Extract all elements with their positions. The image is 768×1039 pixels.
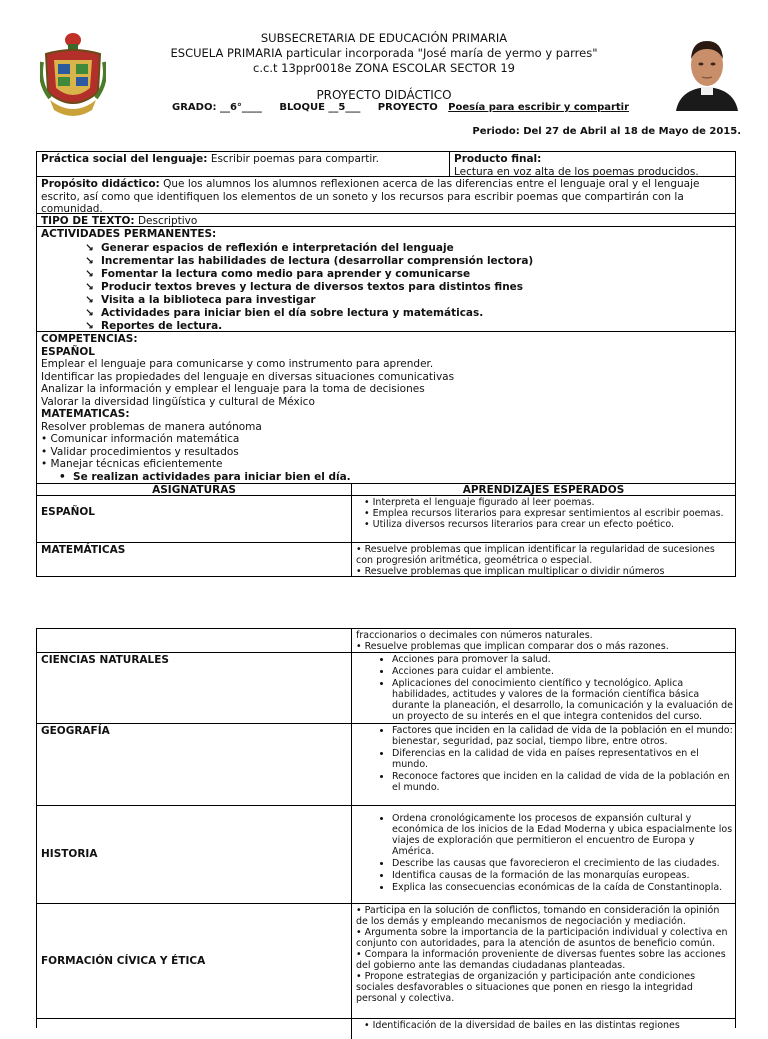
competencia-item: Resolver problemas de manera autónoma [41,420,262,433]
aprendizaje-item: • Identifica causas de la formación de las monarquías europeas. [392,870,735,881]
competencias-row [37,332,735,484]
proyecto-label: PROYECTO [377,102,438,113]
aprendizaje-item: fraccionarios o decimales con números naturales. [356,630,593,641]
geografia-row [37,724,735,806]
aprendizaje-item: • Acciones para promover la salud. [392,654,735,665]
aprendizaje-item: • Resuelve problemas que implican multiplicar o dividir números [356,566,665,577]
aprendizajes-header: APRENDIZAJES ESPERADOS [462,484,625,496]
actividad-item: Generar espacios de reflexión e interpretación del lenguaje [101,241,454,254]
competencias-final: Se realizan actividades para iniciar bien el día. [73,470,351,483]
page2-table [36,628,736,1031]
proposito-value: Que los alumnos los alumnos reflexionen acerca de las diferencias entre el lenguaje oral y el lenguaje escrito, así como que identifiquen los elementos de un soneto y los recursos para escribir poemas que compartirán con la comunidad. [41,178,700,215]
document-header [0,31,768,76]
periodo-text: Periodo: Del 27 de Abril al 18 de Mayo de 2015. [472,126,741,137]
competencia-item: Identificar las propiedades del lenguaje en diversas situaciones comunicativas [41,370,455,383]
historia-row [37,806,735,904]
geografia-label: GEOGRAFÍA [37,724,352,805]
bloque-label: BLOQUE [279,102,325,113]
actividad-item: Fomentar la lectura como medio para aprender y comunicarse [101,267,471,280]
grado-label: GRADO: [172,102,217,113]
actividad-item: Producir textos breves y lectura de diversos textos para distintos fines [101,280,524,293]
planning-box [36,151,736,577]
aprendizaje-item: • Emplea recursos literarios para expresar sentimientos al escribir poemas. [364,508,724,519]
arrow-icon: ↘ [85,280,94,293]
grade-line [172,102,629,113]
competencia-item: Valorar la diversidad lingüística y cultural de México [41,395,315,408]
aprendizaje-item: • Acciones para cuidar el ambiente. [392,666,735,677]
actividad-item: Visita a la biblioteca para investigar [101,293,316,306]
tipo-texto-label: TIPO DE TEXTO: [41,215,135,227]
espanol-label: ESPAÑOL [37,496,352,542]
arrow-icon: ↘ [85,319,94,332]
practica-value: Escribir poemas para compartir. [210,153,379,165]
bloque-value: __5___ [328,102,361,113]
asignaturas-header: ASIGNATURAS [37,484,352,495]
arrow-icon: ↘ [85,306,94,319]
aprendizaje-item: • Reconoce factores que inciden en la calidad de vida de la población en el mundo. [392,771,735,793]
header-line-3: c.c.t 13ppr0018e ZONA ESCOLAR SECTOR 19 [253,61,515,75]
aprendizaje-item: • Factores que inciden en la calidad de vida de la población en el mundo: bienestar, seguridad, paz social, tiempo libre, entre otros. [392,725,735,747]
competencias-title: COMPETENCIAS: [41,333,138,345]
table-header-row [37,484,735,496]
proposito-row [37,177,735,214]
civica-label: FORMACIÓN CÍVICA Y ÉTICA [37,904,352,1018]
producto-label: Producto final: [454,153,542,165]
proyecto-value: Poesía para escribir y compartir [448,102,630,113]
competencia-item: • Manejar técnicas eficientemente [41,458,223,470]
aprendizaje-item: • Aplicaciones del conocimiento científico y tecnológico. Aplica habilidades, actitudes y valores de la formación científica básica durante la planeación, el desarrollo, la comunicación y la evaluación de un proyecto de su interés en el que integra contenidos del curso. [392,678,735,722]
grado-value: __6°____ [219,102,262,113]
matematicas-label: MATEMÁTICAS [37,543,352,576]
cont-row [37,629,735,653]
practica-label: Práctica social del lenguaje: [41,153,208,165]
actividades-title: ACTIVIDADES PERMANENTES: [41,228,217,240]
mate-title: MATEMATICAS: [41,408,130,420]
last-partial: • Identificación de la diversidad de bailes en las distintas regiones [364,1020,680,1031]
competencia-item: • Comunicar información matemática [41,433,240,445]
aprendizaje-item: • Compara la información proveniente de diversas fuentes sobre las acciones del gobierno ante las demandas ciudadanas planteadas. [356,949,726,971]
arrow-icon: ↘ [85,267,94,280]
actividad-item: Reportes de lectura. [101,319,223,332]
producto-value: Lectura en voz alta de los poemas producidos. [454,165,699,178]
competencia-item: Analizar la información y emplear el lenguaje para la toma de decisiones [41,383,425,395]
aprendizaje-item: • Explica las consecuencias económicas de la caída de Constantinopla. [392,882,735,893]
proposito-label: Propósito didáctico: [41,178,160,190]
practica-row [37,152,735,177]
aprendizaje-item: • Diferencias en la calidad de vida en países representativos en el mundo. [392,748,735,770]
tipo-texto-value: Descriptivo [137,215,198,227]
historia-label: HISTORIA [37,806,352,903]
matematicas-row [37,543,735,576]
aprendizaje-item: • Resuelve problemas que implican identificar la regularidad de sucesiones con progresión aritmética, geométrica o especial. [356,544,715,566]
actividad-item: Actividades para iniciar bien el día sobre lectura y matemáticas. [101,306,484,319]
bullet-icon: • [59,470,74,483]
espanol-row [37,496,735,543]
aprendizaje-item: • Describe las causas que favorecieron el crecimiento de las ciudades. [392,858,735,869]
actividades-row [37,227,735,332]
aprendizaje-item: • Argumenta sobre la importancia de la participación individual y colectiva en conjunto con autoridades, para la atención de asuntos de beneficio común. [356,927,728,949]
competencia-item: • Validar procedimientos y resultados [41,445,239,458]
arrow-icon: ↘ [85,293,94,306]
ciencias-row [37,653,735,724]
arrow-icon: ↘ [85,241,94,254]
aprendizaje-item: • Utiliza diversos recursos literarios para crear un efecto poético. [364,519,675,530]
aprendizaje-item: • Ordena cronológicamente los procesos de expansión cultural y económica de los inicios de la Edad Moderna y ubica espacialmente los viajes de exploración que permitieron el encuentro de Europa y América. [392,813,735,857]
tipo-texto-row [37,214,735,227]
aprendizaje-item: • Participa en la solución de conflictos, tomando en consideración la opinión de los demás y empleando mecanismos de negociación y mediación. [356,905,720,927]
last-row [37,1019,735,1039]
arrow-icon: ↘ [85,254,94,267]
header-line-1: SUBSECRETARIA DE EDUCACIÓN PRIMARIA [260,31,508,45]
header-line-2: ESCUELA PRIMARIA particular incorporada "José maría de yermo y parres" [170,46,598,60]
espanol-title: ESPAÑOL [41,345,95,358]
ciencias-label: CIENCIAS NATURALES [37,653,352,723]
civica-row [37,904,735,1019]
aprendizaje-item: • Interpreta el lenguaje figurado al leer poemas. [364,497,595,508]
competencia-item: Emplear el lenguaje para comunicarse y como instrumento para aprender. [41,358,434,370]
aprendizaje-item: • Propone estrategias de organización y participación ante condiciones sociales desfavorables o situaciones que ponen en riesgo la integridad personal y colectiva. [356,971,696,1004]
project-title: PROYECTO DIDÁCTICO [316,88,452,102]
aprendizaje-item: • Resuelve problemas que implican comparar dos o más razones. [356,641,669,652]
actividad-item: Incrementar las habilidades de lectura (desarrollar comprensión lectora) [101,254,534,267]
